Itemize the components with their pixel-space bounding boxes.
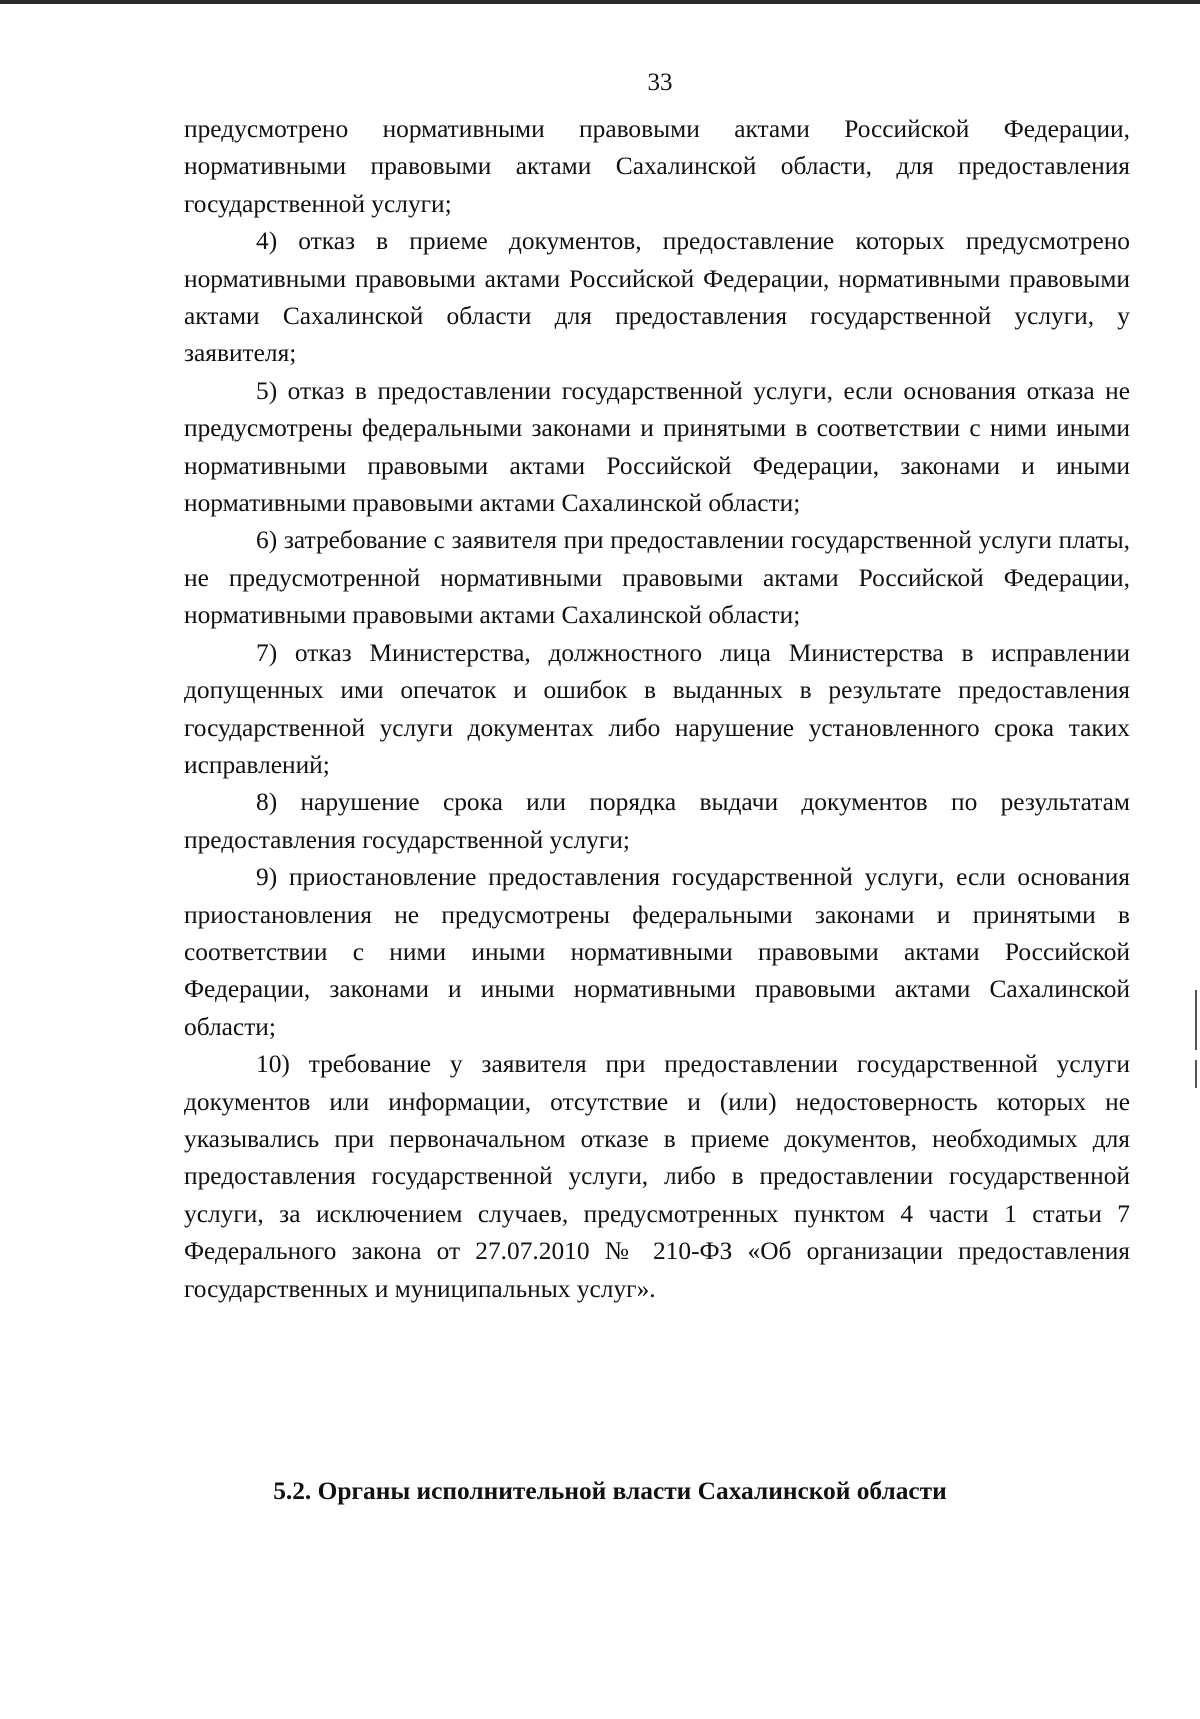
paragraph-item-7: 7) отказ Министерства, должностного лица Министерства в исправлении допущенных ими опечаток и ошибок в выданных в результате предоставления государственной услуги документах либо нарушение установленного срока таких исправлений; [184,638,1130,779]
paragraph-item-6: 6) затребование с заявителя при предоставлении государственной услуги платы, не предусмотренной нормативными правовыми актами Российской Федерации, нормативными правовыми актами Сахалинской области; [184,526,1130,630]
paragraph-item-9: 9) приостановление предоставления государственной услуги, если основания приостановления не предусмотрены федеральными законами и принятыми в соответствии с ними иными нормативными правовыми актами Российской Федерации, законами и иными нормативными правовыми актами Сахалинской области; [184,863,1130,1041]
paragraph-item-8: 8) нарушение срока или порядка выдачи документов по результатам предоставления государственной услуги; [184,788,1130,854]
document-body [184,111,1130,1308]
paragraph-continuation: предусмотрено нормативными правовыми актами Российской Федерации, нормативными правовыми актами Сахалинской области, для предоставления государственной услуги; [184,115,1130,218]
section-heading: 5.2. Органы исполнительной власти Сахалинской области [273,1477,947,1505]
scan-artifact-mark [1195,1060,1197,1088]
scan-top-edge [0,0,1200,4]
paragraph-item-10: 10) требование у заявителя при предоставлении государственной услуги документов или информации, отсутствие и (или) недостоверность которых не указывались при первоначальном отказе в приеме документов, необходимых для предоставления государственной услуги, либо в предоставлении государственной услуги, за исключением случаев, предусмотренных пунктом 4 части 1 статьи 7 Федерального закона от 27.07.2010 № 210-ФЗ «Об организации предоставления государственных и муниципальных услуг». [184,1050,1130,1303]
page-number: 33 [647,69,673,96]
paragraph-item-5: 5) отказ в предоставлении государственной услуги, если основания отказа не предусмотрены федеральными законами и принятыми в соответствии с ними иными нормативными правовыми актами Российской Федерации, законами и иными нормативными правовыми актами Сахалинской области; [184,376,1130,518]
scan-artifact-mark [1195,990,1197,1050]
paragraph-item-4: 4) отказ в приеме документов, предоставление которых предусмотрено нормативными правовыми актами Российской Федерации, нормативными правовыми актами Сахалинской области для предоставления государственной услуги, у заявителя; [184,227,1130,368]
